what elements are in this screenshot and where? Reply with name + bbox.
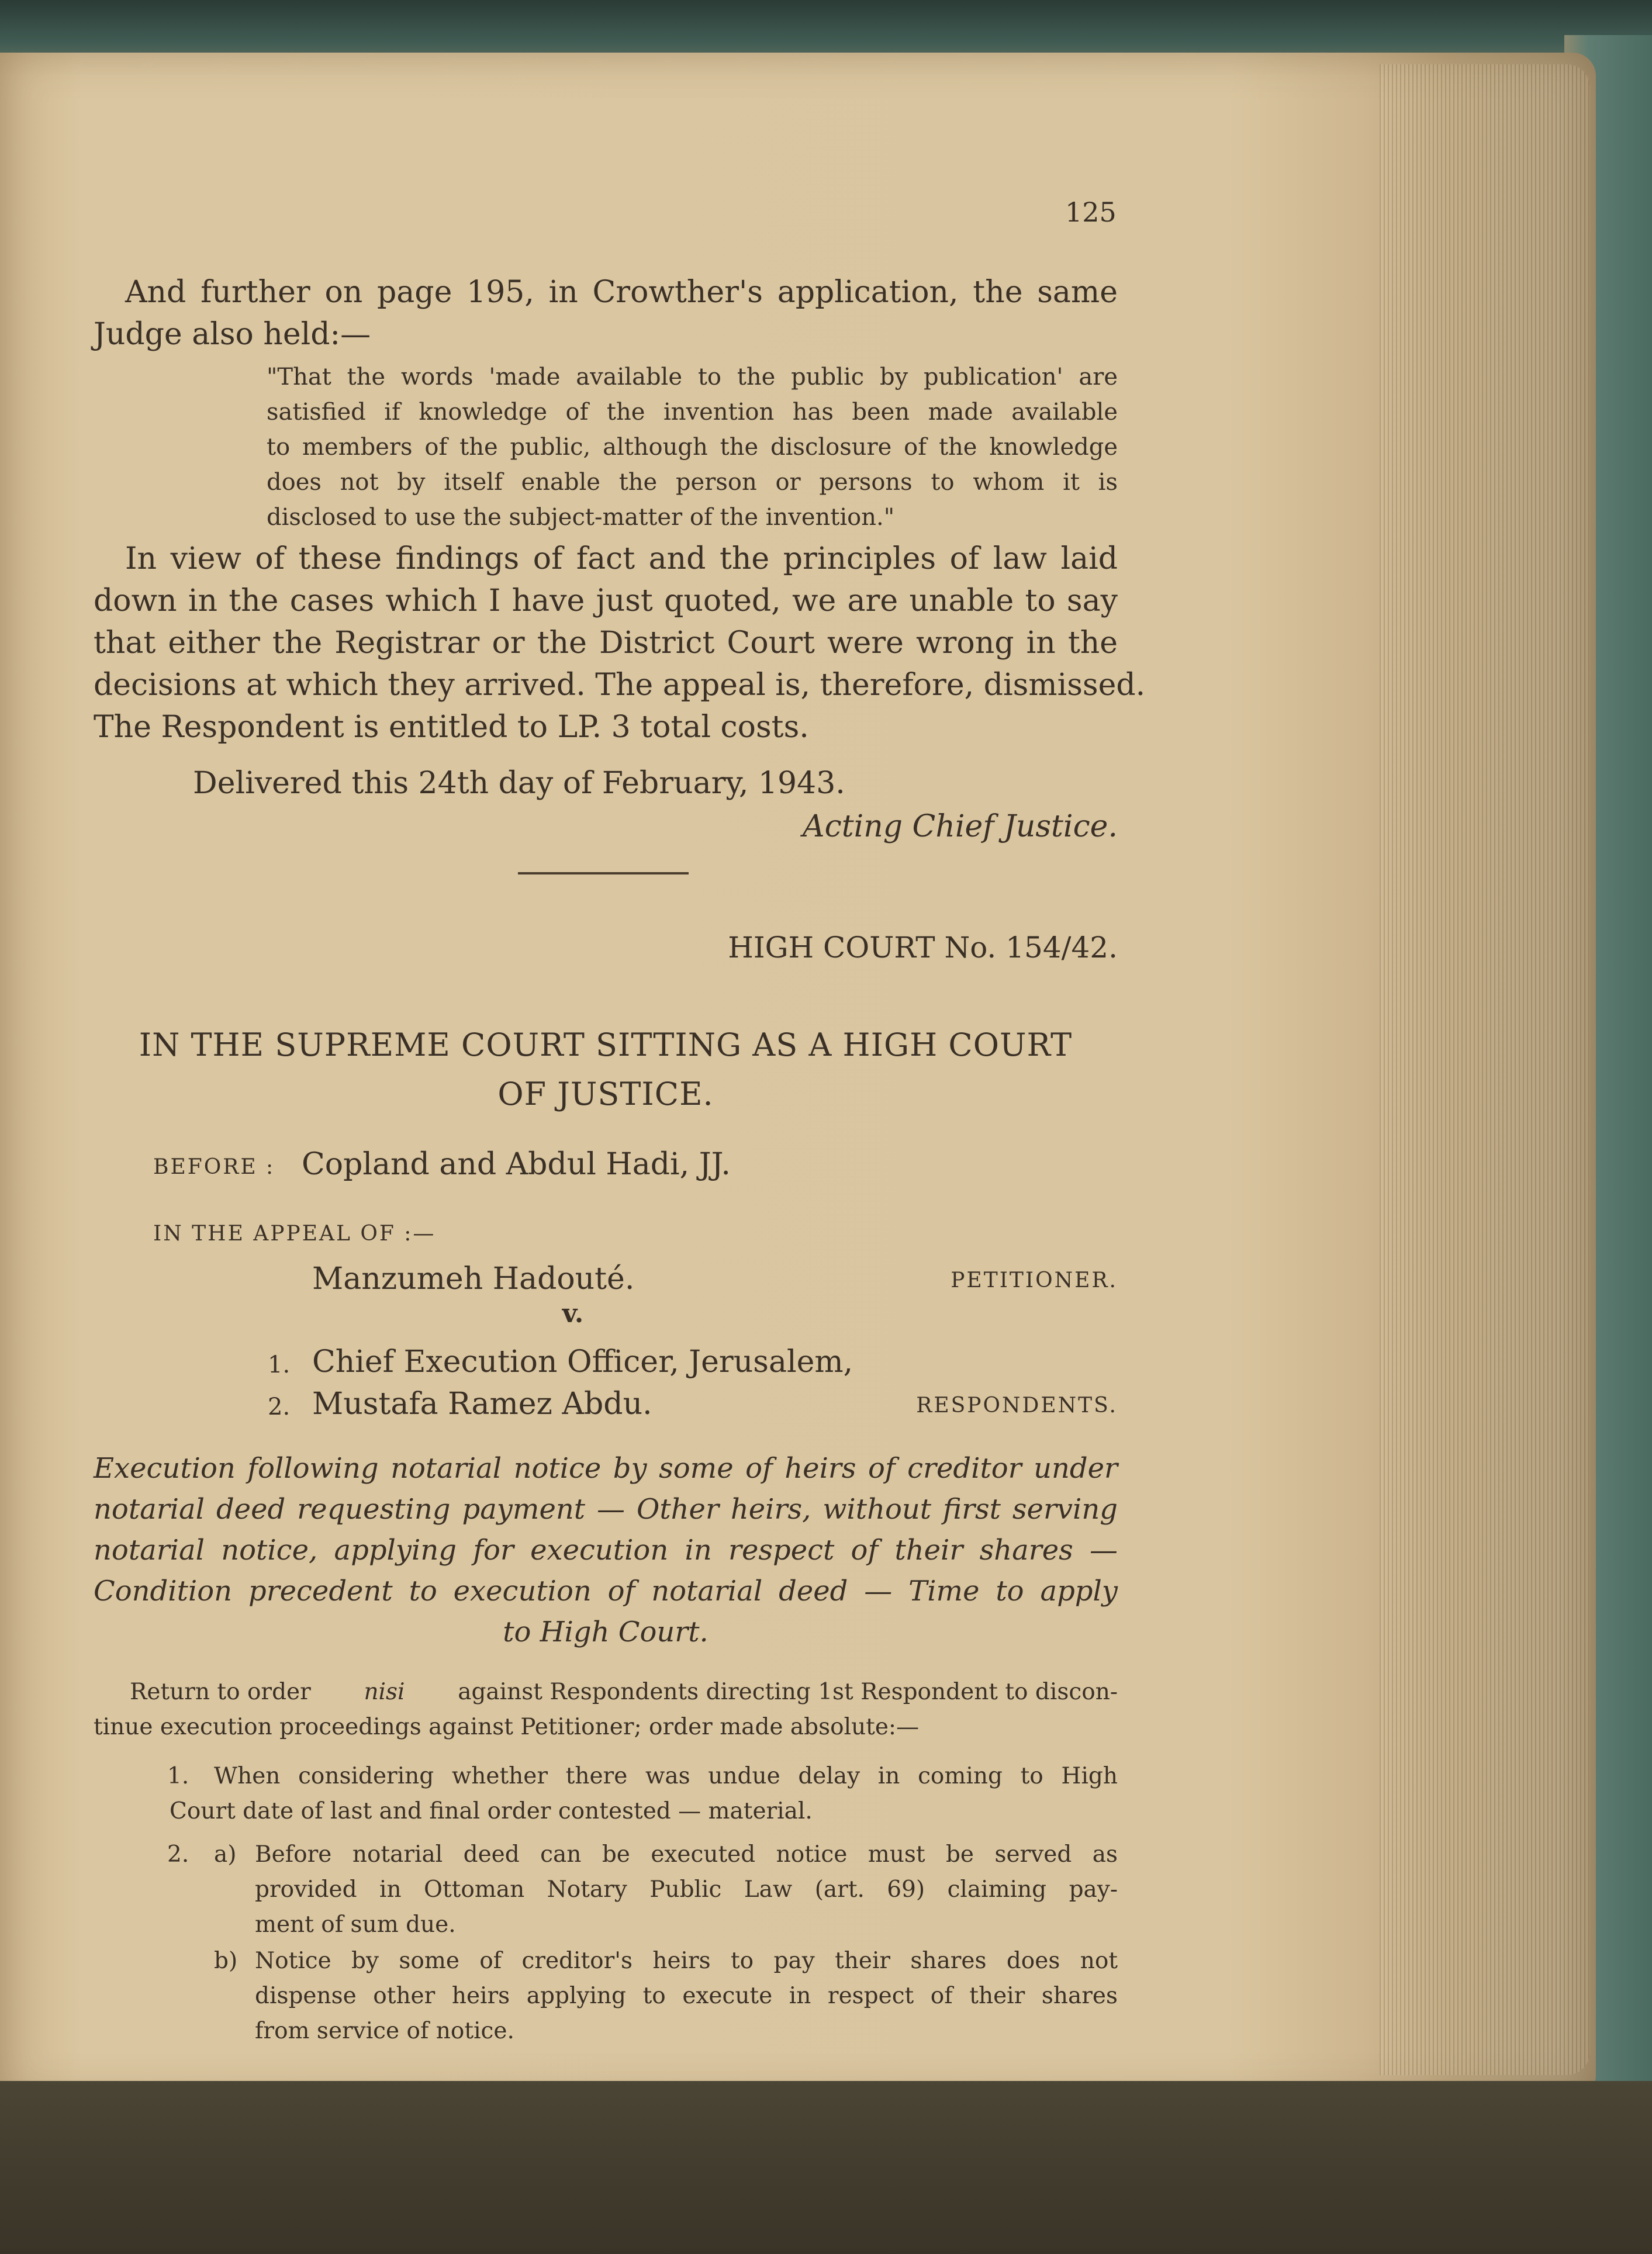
headnote-line: Execution following notarial notice by some of heirs of creditor under [94,1452,1118,1485]
versus: v. [562,1299,584,1329]
holding-line: Before notarial deed can be executed notice must be served as [255,1841,1118,1868]
delivered-line: Delivered this 24th day of February, 1943. [193,766,845,801]
quote-line: does not by itself enable the person or persons to whom it is [267,469,1118,496]
headnote-line: to High Court. [503,1616,709,1648]
respondent2-name: Mustafa Ramez Abdu. [312,1387,652,1422]
holding-line: provided in Ottoman Notary Public Law (art. 69) claiming pay- [255,1876,1118,1903]
text-line: And further on page 195, in Crowther's application, the same [125,275,1118,310]
holding-line: dispense other heirs applying to execute in respect of their shares [255,1983,1118,2009]
respondent1-number: 1. [268,1351,291,1378]
petitioner-role: PETITIONER. [951,1268,1118,1292]
text-line: In view of these findings of fact and the principles of law laid [125,541,1118,576]
holding-line: When considering whether there was undue delay in coming to High [214,1763,1118,1789]
holding-label: b) [214,1948,238,1974]
summary-text: Return to order [130,1679,311,1705]
quote-line: to members of the public, although the disclosure of the knowledge [267,434,1118,461]
holding-line: ment of sum due. [255,1911,456,1938]
quote-line: "That the words 'made available to the public by publication' are [267,364,1118,390]
headnote-line: notarial notice, applying for execution in respect of their shares — [94,1534,1118,1567]
petitioner-name: Manzumeh Hadouté. [312,1261,635,1297]
quote-line: satisfied if knowledge of the invention has been made available [267,399,1118,426]
headnote-line: notarial deed requesting payment — Other heirs, without first serving [94,1493,1118,1526]
judges: Copland and Abdul Hadi, JJ. [302,1147,731,1182]
before-label: BEFORE : [153,1155,275,1179]
respondents-role: RESPONDENTS. [916,1394,1118,1418]
court-title-line1: IN THE SUPREME COURT SITTING AS A HIGH COURT [139,1026,1073,1063]
summary-line [130,1679,1118,1705]
section-divider [518,872,689,874]
respondent2-number: 2. [268,1394,291,1420]
holding-label: a) [214,1841,237,1868]
summary-text: against Respondents directing 1st Respondent to discon- [458,1679,1118,1705]
appeal-label: IN THE APPEAL OF :— [153,1222,436,1246]
text-line: that either the Registrar or the District Court were wrong in the [94,625,1118,661]
text-line: Judge also held:— [94,317,371,352]
summary-line: tinue execution proceedings against Petitioner; order made absolute:— [94,1714,920,1740]
respondent1-name: Chief Execution Officer, Jerusalem, [312,1344,853,1380]
page-number: 125 [1065,196,1117,228]
headnote-line: Condition precedent to execution of notarial deed — Time to apply [94,1575,1118,1607]
court-title-line2: OF JUSTICE. [497,1076,714,1112]
holding-line: from service of notice. [255,2018,514,2044]
page-fore-edge [1380,64,1590,2075]
signature-acting-chief-justice: Acting Chief Justice. [803,809,1118,844]
text-line: decisions at which they arrived. The appeal is, therefore, dismissed. [94,668,1146,703]
holding-line: Court date of last and final order contested — material. [170,1798,813,1824]
quote-line: disclosed to use the subject-matter of the invention." [267,504,895,531]
holding-number: 1. [167,1763,189,1789]
case-number: HIGH COURT No. 154/42. [728,931,1118,964]
text-line: down in the cases which I have just quoted, we are unable to say [94,583,1118,618]
holding-line: Notice by some of creditor's heirs to pay their shares does not [255,1948,1118,1974]
holding-number: 2. [167,1841,189,1868]
summary-nisi: nisi [364,1679,405,1705]
scan-background-bottom [0,2081,1652,2254]
text-line: The Respondent is entitled to LP. 3 total costs. [94,710,809,745]
